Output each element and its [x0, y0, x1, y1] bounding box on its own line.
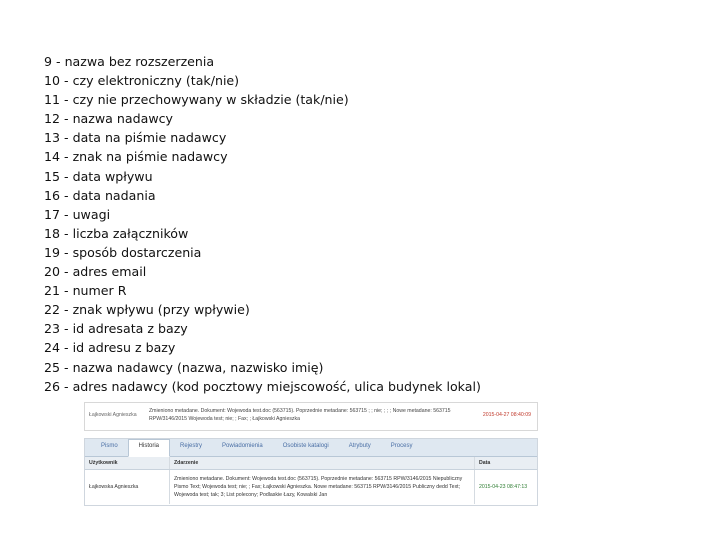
column-header-user[interactable]: Użytkownik [85, 457, 170, 469]
field-description-list [44, 52, 481, 396]
tab-rejestry[interactable]: Rejestry [180, 443, 203, 449]
list-item: 13 - data na piśmie nadawcy [44, 130, 227, 146]
history-entry-snippet [84, 402, 538, 431]
tab-pismo[interactable]: Pismo [101, 443, 118, 449]
list-item: 24 - id adresu z bazy [44, 340, 176, 356]
list-item: 9 - nazwa bez rozszerzenia [44, 54, 215, 69]
tab-powiadomienia[interactable]: Powiadomienia [222, 443, 263, 449]
list-item: 17 - uwagi [44, 206, 111, 222]
list-item: 25 - nazwa nadawcy (nazwa, nazwisko imię) [44, 359, 324, 375]
tab-atrybuty[interactable]: Atrybuty [348, 443, 371, 449]
list-item: 22 - znak wpływu (przy wpływie) [44, 302, 250, 318]
document-tab-panel [84, 438, 538, 506]
list-item: 26 - adres nadawcy (kod pocztowy miejscowość, ulica budynek lokal) [44, 378, 481, 394]
cell-event: Zmieniono metadane. Dokument: Wojewoda test.doc (563715). Poprzednie metadane: 563715 RPW/3146/2015 Niepubliczny Pismo Text; Wojewoda test; nie; ; Fax; Łajkowski Agnieszka. Nowe metadane: 563715 RPW/3146/2015 Publiczny dedd Text; Wojewoda test; tak; 3; List polecony; Podlaskie Łazy, Kowalski Jan [170, 470, 475, 504]
list-item: 10 - czy elektroniczny (tak/nie) [44, 73, 240, 89]
list-item: 14 - znak na piśmie nadawcy [44, 149, 228, 165]
cell-user: Łajkowska Agnieszka [85, 470, 170, 504]
table-header-row [85, 457, 537, 470]
column-header-date[interactable]: Data [479, 460, 491, 466]
history-table [85, 457, 537, 504]
column-header-event[interactable]: Zdarzenie [170, 457, 475, 469]
list-item: 23 - id adresata z bazy [44, 321, 188, 337]
history-date: 2015-04-27 08:40:09 [482, 412, 531, 418]
list-item: 21 - numer R [44, 283, 127, 299]
tab-historia[interactable]: Historia [128, 439, 170, 457]
list-item: 11 - czy nie przechowywany w składzie (tak/nie) [44, 92, 349, 108]
list-item: 12 - nazwa nadawcy [44, 111, 173, 127]
list-item: 15 - data wpływu [44, 168, 153, 184]
tab-bar [85, 439, 537, 457]
tab-procesy[interactable]: Procesy [390, 443, 413, 449]
history-user: Łajkowski Agnieszka [89, 412, 137, 418]
list-item: 20 - adres email [44, 264, 147, 280]
history-message: Zmieniono metadane. Dokument: Wojewoda test.doc (563715). Poprzednie metadane: 563715 ; ; nie; ; ; ; Nowe metadane: 563715 RPW/3146/2015 Wojewoda test; nie; ; Fax; ; Łajkowski Agnieszka [149, 408, 451, 422]
tab-osobiste-katalogi[interactable]: Osobiste katalogi [282, 443, 329, 449]
table-row[interactable] [85, 470, 537, 504]
list-item: 16 - data nadania [44, 187, 156, 203]
cell-date: 2015-04-23 08:47:13 [479, 484, 528, 490]
list-item: 18 - liczba załączników [44, 225, 189, 241]
list-item: 19 - sposób dostarczenia [44, 244, 202, 260]
